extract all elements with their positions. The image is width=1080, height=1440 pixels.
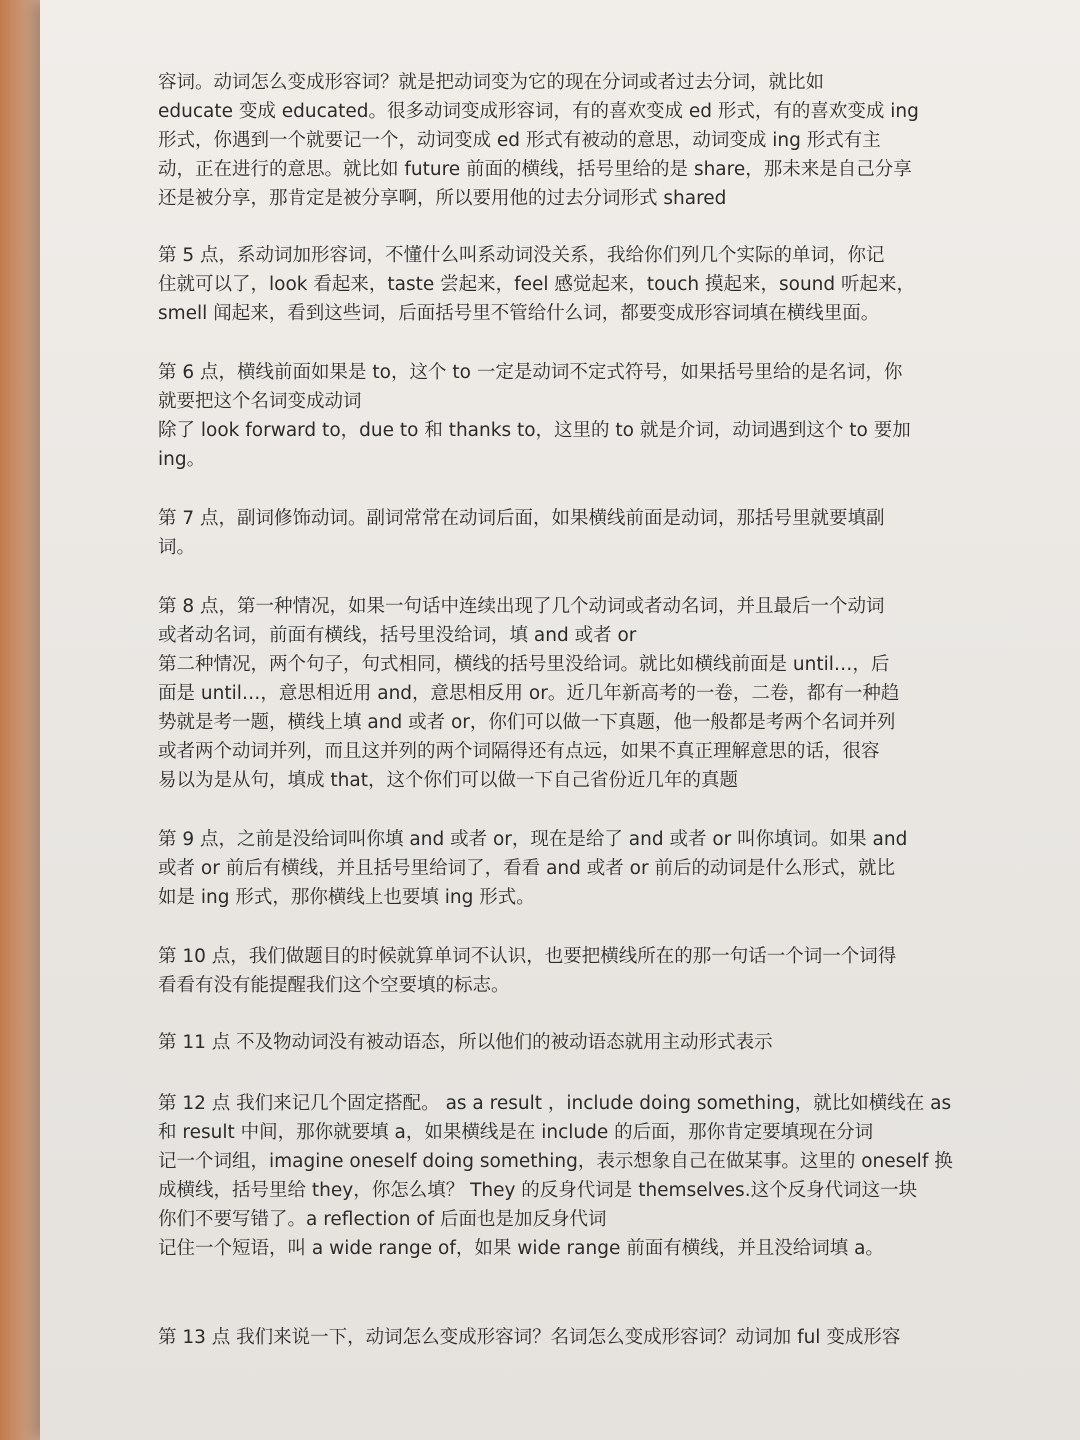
paragraph-point-8 <box>158 592 968 795</box>
text-line: 第 8 点，第一种情况，如果一句话中连续出现了几个动词或者动名词，并且最后一个动词 <box>158 596 885 617</box>
text-line: 如是 ing 形式，那你横线上也要填 ing 形式。 <box>158 887 535 908</box>
text-line: 就要把这个名词变成动词 <box>158 391 362 412</box>
text-line: 或者两个动词并列，而且这并列的两个词隔得还有点远，如果不真正理解意思的话，很容 <box>158 741 880 762</box>
text-line: 记一个词组，imagine oneself doing something，表示想象自己在做某事。这里的 oneself 换 <box>158 1151 953 1172</box>
paragraph-point-10 <box>158 942 968 1000</box>
text-line: ing。 <box>158 449 206 470</box>
text-line: 和 result 中间，那你就要填 a，如果横线是在 include 的后面，那你肯定要填现在分词 <box>158 1122 874 1143</box>
text-line: 第 12 点 我们来记几个固定搭配。 as a result ，include doing something，就比如横线在 as <box>158 1093 952 1114</box>
text-line: 看看有没有能提醒我们这个空要填的标志。 <box>158 975 510 996</box>
text-line: 第 10 点，我们做题目的时候就算单词不认识，也要把横线所在的那一句话一个词一个词得 <box>158 946 897 967</box>
text-line: 词。 <box>158 537 196 558</box>
text-line: smell 闻起来，看到这些词，后面括号里不管给什么词，都要变成形容词填在横线里面。 <box>158 303 880 324</box>
paragraph-point-7 <box>158 504 968 562</box>
text-line: 住就可以了，look 看起来，taste 尝起来，feel 感觉起来，touch 摸起来，sound 听起来， <box>158 274 916 295</box>
text-line: 面是 until…，意思相近用 and，意思相反用 or。近几年新高考的一卷，二卷，都有一种趋 <box>158 683 900 704</box>
text-line: 第 5 点，系动词加形容词，不懂什么叫系动词没关系，我给你们列几个实际的单词，你记 <box>158 245 885 266</box>
text-line: 易以为是从句，填成 that，这个你们可以做一下自己省份近几年的真题 <box>158 770 738 791</box>
paragraph-point-11 <box>158 1028 968 1057</box>
text-line: 你们不要写错了。a reflection of 后面也是加反身代词 <box>158 1209 607 1230</box>
text-line: 容词。动词怎么变成形容词？就是把动词变为它的现在分词或者过去分词，就比如 <box>158 72 825 93</box>
text-line: 动，正在进行的意思。就比如 future 前面的横线，括号里给的是 share，那未来是自己分享 <box>158 159 912 180</box>
paragraph-point-13 <box>158 1323 968 1352</box>
text-line: 第二种情况，两个句子，句式相同，横线的括号里没给词。就比如横线前面是 until…，后 <box>158 654 890 675</box>
document-page <box>158 68 968 1352</box>
text-line: 第 7 点，副词修饰动词。副词常常在动词后面，如果横线前面是动词，那括号里就要填副 <box>158 508 885 529</box>
text-line: 第 11 点 不及物动词没有被动语态，所以他们的被动语态就用主动形式表示 <box>158 1032 773 1053</box>
text-line: 除了 look forward to，due to 和 thanks to，这里的 to 就是介词，动词遇到这个 to 要加 <box>158 420 911 441</box>
text-line: 或者动名词，前面有横线，括号里没给词，填 and 或者 or <box>158 625 637 646</box>
paragraph-point-9 <box>158 825 968 912</box>
paragraph-intro-adjectives <box>158 68 968 213</box>
text-line: 第 9 点，之前是没给词叫你填 and 或者 or，现在是给了 and 或者 or 叫你填词。如果 and <box>158 829 908 850</box>
text-line: 成横线，括号里给 they，你怎么填？ They 的反身代词是 themselves.这个反身代词这一块 <box>158 1180 918 1201</box>
text-line: 形式，你遇到一个就要记一个，动词变成 ed 形式有被动的意思，动词变成 ing 形式有主 <box>158 130 881 151</box>
text-line: 还是被分享，那肯定是被分享啊，所以要用他的过去分词形式 shared <box>158 188 727 209</box>
text-line: 记住一个短语，叫 a wide range of，如果 wide range 前面有横线，并且没给词填 a。 <box>158 1238 884 1259</box>
paragraph-point-6 <box>158 358 968 474</box>
text-line: 或者 or 前后有横线，并且括号里给词了，看看 and 或者 or 前后的动词是什么形式，就比 <box>158 858 895 879</box>
paragraph-point-12 <box>158 1089 968 1263</box>
text-line: 势就是考一题，横线上填 and 或者 or，你们可以做一下真题，他一般都是考两个名词并列 <box>158 712 896 733</box>
text-line: educate 变成 educated。很多动词变成形容词，有的喜欢变成 ed 形式，有的喜欢变成 ing <box>158 101 919 122</box>
text-line: 第 6 点，横线前面如果是 to，这个 to 一定是动词不定式符号，如果括号里给的是名词，你 <box>158 362 903 383</box>
text-line: 第 13 点 我们来说一下，动词怎么变成形容词？名词怎么变成形容词？动词加 ful 变成形容 <box>158 1327 901 1348</box>
paragraph-point-5 <box>158 241 968 328</box>
